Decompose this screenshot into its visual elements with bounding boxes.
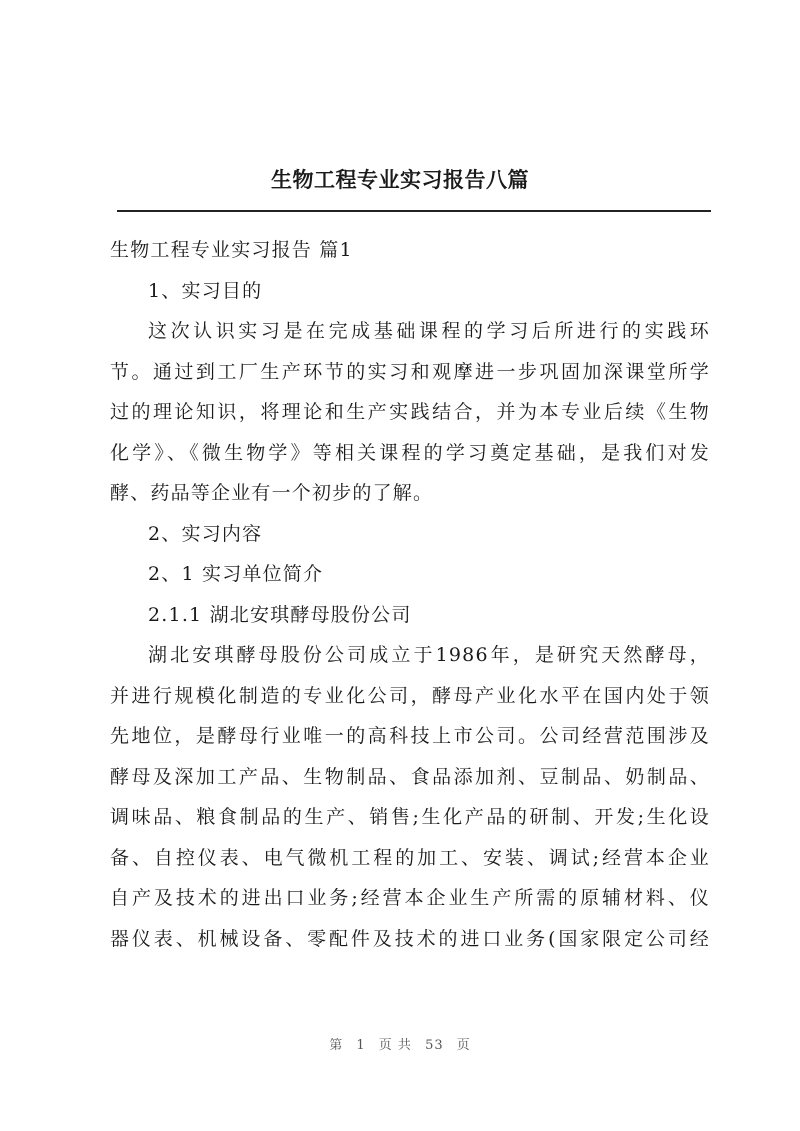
subheading-purpose: 1、实习目的: [148, 279, 263, 302]
paragraph-line: 备、自控仪表、电气微机工程的加工、安装、调试;经营本企业: [110, 846, 710, 869]
footer-suffix: 页: [456, 1038, 471, 1053]
paragraph-line: 并进行规模化制造的专业化公司，酵母产业化水平在国内处于领: [110, 684, 710, 707]
paragraph-line: 这次认识实习是在完成基础课程的学习后所进行的实践环: [148, 320, 710, 342]
paragraph-line: 酵母及深加工产品、生物制品、食品添加剂、豆制品、奶制品、: [110, 765, 710, 788]
paragraph-line: 过的理论知识，将理论和生产实践结合，并为本专业后续《生物: [110, 401, 710, 423]
subheading-unit-intro: 2、1 实习单位简介: [148, 563, 324, 585]
paragraph-line: 酵、药品等企业有一个初步的了解。: [110, 482, 434, 504]
paragraph-line: 自产及技术的进出口业务;经营本企业生产所需的原辅材料、仪: [110, 887, 710, 909]
footer-page-number: 1: [356, 1038, 366, 1053]
footer-middle: 页 共: [378, 1038, 412, 1053]
subheading-content: 2、实习内容: [148, 522, 263, 545]
subheading-company: 2.1.1 湖北安琪酵母股份公司: [148, 603, 412, 626]
paragraph-line: 化学》、《微生物学》等相关课程的学习奠定基础，是我们对发: [110, 441, 710, 464]
paragraph-line: 先地位，是酵母行业唯一的高科技上市公司。公司经营范围涉及: [110, 725, 710, 747]
paragraph-line: 调味品、粮食制品的生产、销售;生化产品的研制、开发;生化设: [110, 806, 710, 828]
paragraph-line: 节。通过到工厂生产环节的实习和观摩进一步巩固加深课堂所学: [110, 360, 710, 383]
paragraph-line: 湖北安琪酵母股份公司成立于1986年，是研究天然酵母，: [148, 644, 710, 666]
page-title: 生物工程专业实习报告八篇: [271, 168, 529, 192]
paragraph-line: 器仪表、机械设备、零配件及技术的进口业务(国家限定公司经: [110, 927, 710, 950]
title-divider: [117, 210, 711, 212]
footer-total-pages: 53: [425, 1038, 444, 1053]
footer-prefix: 第: [329, 1038, 344, 1053]
document-body: [110, 230, 710, 959]
page-footer: [0, 1034, 800, 1053]
section-heading: 生物工程专业实习报告 篇1: [110, 239, 353, 261]
